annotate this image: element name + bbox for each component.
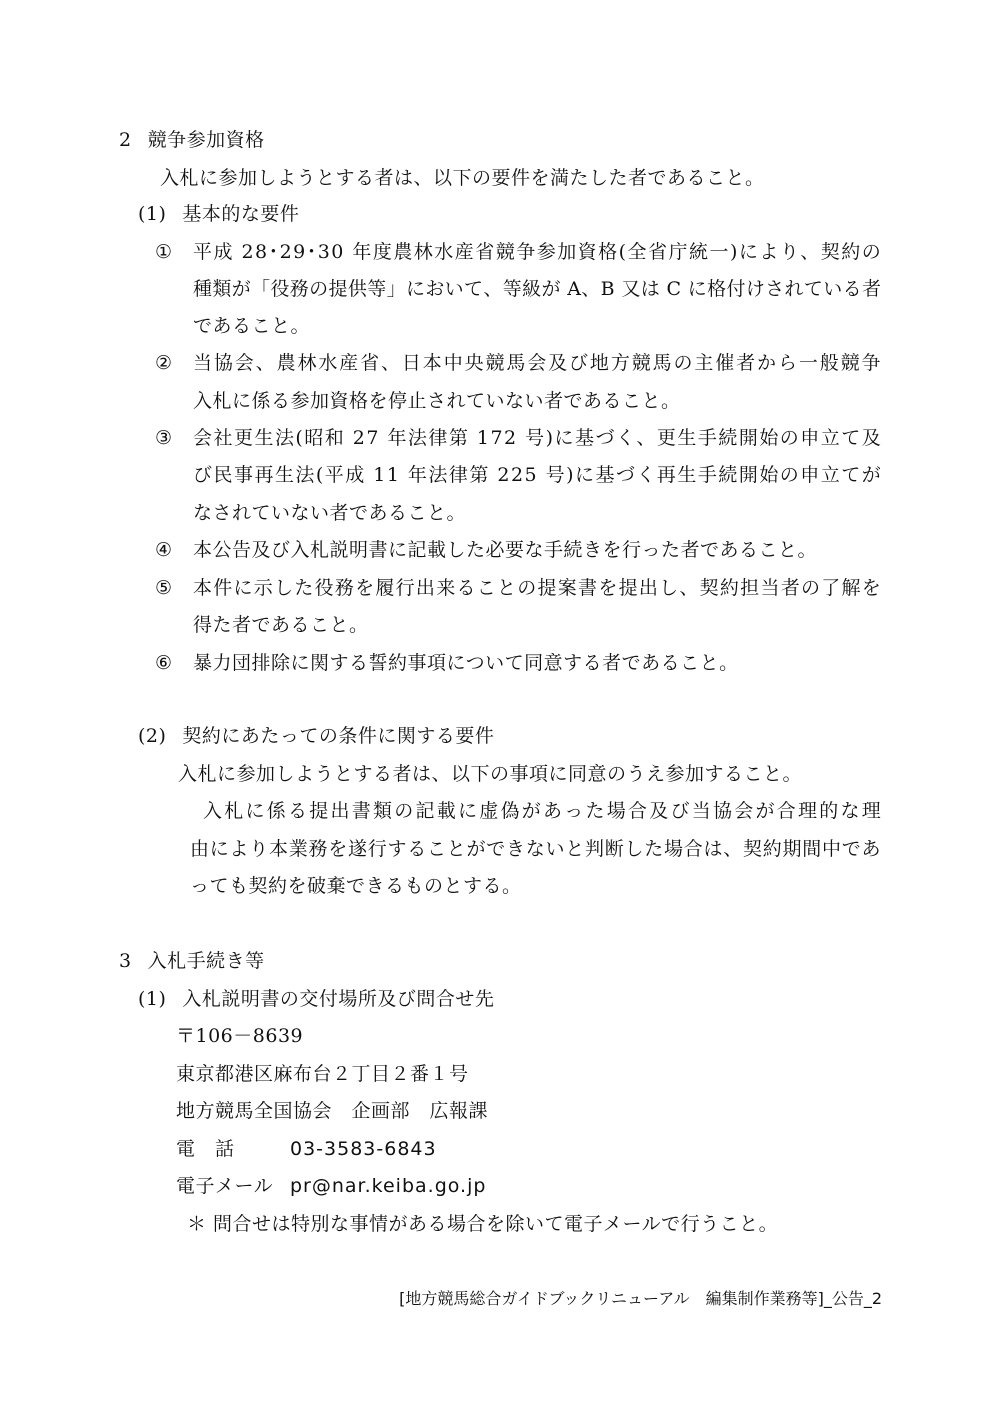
list-item-line: 平 成 2 8 ･ 2 9 ･ 3 0 年 度 農 林 水 産 省 競 争 参 加 資 格 ( 全 省 庁 統 一 ) に よ り 、 契 約 の: [193, 241, 881, 263]
section-2-number: 2: [119, 129, 132, 151]
paragraph-line: 由 に よ り 本 業 務 を 遂 行 す る こ と が で き な い と 判 断 し た 場 合 は 、 契 約 期 間 中 で あ: [190, 838, 881, 860]
contact-note: ＊ 問合せは特別な事情がある場合を除いて電子メールで行うこと。: [187, 1213, 779, 1235]
section-2-sub2-title: 契約にあたっての条件に関する要件: [182, 725, 495, 747]
list-item-line: 当 協 会 、 農 林 水 産 省 、 日 本 中 央 競 馬 会 及 び 地 方 競 馬 の 主 催 者 か ら 一 般 競 争: [193, 352, 881, 374]
section-3-heading: [119, 948, 265, 974]
section-3-sub1-title: 入札説明書の交付場所及び問合せ先: [182, 988, 495, 1010]
email-link[interactable]: pr@nar.keiba.go.jp: [290, 1175, 487, 1197]
item-marker: ④: [155, 539, 173, 561]
item-marker: ⑥: [155, 652, 173, 674]
list-item-line: 得た者であること。: [193, 614, 369, 636]
section-3-title: 入札手続き等: [147, 950, 265, 972]
section-2-sub1-number: (1): [138, 203, 167, 225]
section-2-title: 競争参加資格: [147, 129, 265, 151]
list-item-line: 本公告及び入札説明書に記載した必要な手続きを行った者であること。: [193, 539, 818, 561]
organization: 地方競馬全国協会 企画部 広報課: [176, 1100, 489, 1122]
phone-label: 電 話: [176, 1138, 235, 1160]
phone-number: 03-3583-6843: [290, 1138, 437, 1160]
list-item-line: び 民 事 再 生 法 ( 平 成 1 1 年 法 律 第 2 2 5 号 ) に 基 づ く 再 生 手 続 開 始 の 申 立 て が: [193, 464, 881, 486]
paragraph-line: 入 札 に 係 る 提 出 書 類 の 記 載 に 虚 偽 が あ っ た 場 合 及 び 当 協 会 が 合 理 的 な 理: [203, 800, 881, 822]
section-2-heading: [119, 127, 265, 153]
section-3-number: 3: [119, 950, 132, 972]
section-3-sub1-number: (1): [138, 988, 167, 1010]
section-2-sub2-number: (2): [138, 725, 167, 747]
postal-code: 〒106－8639: [176, 1025, 304, 1047]
item-marker: ②: [155, 352, 173, 374]
list-item-line: であること。: [193, 315, 311, 337]
section-2-intro: 入札に参加しようとする者は、以下の要件を満たした者であること。: [160, 167, 765, 189]
section-2-sub1-heading: [138, 201, 299, 227]
list-item-line: 入札に係る参加資格を停止されていない者であること。: [193, 390, 681, 412]
paragraph-line: っても契約を破棄できるものとする。: [190, 875, 522, 897]
list-item-line: 本 件 に 示 し た 役 務 を 履 行 出 来 る こ と の 提 案 書 を 提 出 し 、 契 約 担 当 者 の 了 解 を: [193, 577, 881, 599]
item-marker: ①: [155, 241, 173, 263]
list-item-line: 暴力団排除に関する誓約事項について同意する者であること。: [193, 652, 739, 674]
list-item-line: 種 類 が 「 役 務 の 提 供 等 」 に お い て 、 等 級 が A 、 B 又 は C に 格 付 け さ れ て い る 者: [193, 278, 881, 300]
item-marker: ③: [155, 427, 173, 449]
section-2-sub1-title: 基本的な要件: [182, 203, 300, 225]
list-item-line: 会 社 更 生 法 ( 昭 和 2 7 年 法 律 第 1 7 2 号 ) に 基 づ く 、 更 生 手 続 開 始 の 申 立 て 及: [193, 427, 881, 449]
section-2-sub2-intro: 入札に参加しようとする者は、以下の事項に同意のうえ参加すること。: [178, 763, 803, 785]
email-label: 電子メール: [176, 1175, 274, 1197]
list-item-line: なされていない者であること。: [193, 502, 467, 524]
section-2-sub2-heading: [138, 723, 494, 749]
page-footer: [地方競馬総合ガイドブックリニューアル 編集制作業務等]_公告_2: [399, 1289, 882, 1308]
address: 東京都港区麻布台２丁目２番１号: [176, 1063, 469, 1085]
item-marker: ⑤: [155, 577, 173, 599]
section-3-sub1-heading: [138, 986, 494, 1012]
